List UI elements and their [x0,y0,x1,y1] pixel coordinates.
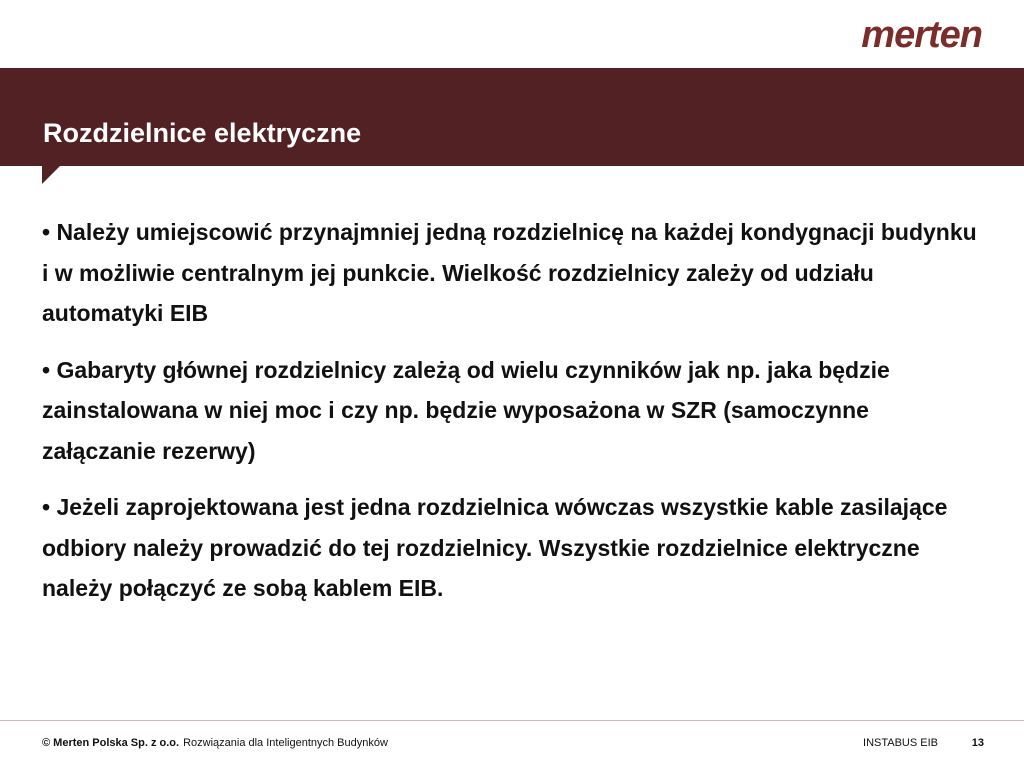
bullet-item: • Jeżeli zaprojektowana jest jedna rozdzielnica wówczas wszystkie kable zasilające odbiory należy prowadzić do tej rozdzielnicy. Wszystkie rozdzielnice elektryczne należy połączyć ze sobą kablem EIB. [42,494,948,601]
title-band-notch [42,166,60,184]
page-number: 13 [971,737,984,749]
bullet-item: • Należy umiejscowić przynajmniej jedną rozdzielnicę na każdej kondygnacji budynku i w możliwie centralnym jej punkcie. Wielkość rozdzielnicy zależy od udziału automatyki EIB [42,219,977,326]
slide-title: Rozdzielnice elektryczne [43,118,362,148]
title-band [0,68,1024,166]
footer-left [42,736,388,750]
merten-logo: merten [861,14,982,56]
footer-tagline: Rozwiązania dla Inteligentnych Budynków [183,737,388,749]
footer-company: © Merten Polska Sp. z o.o. [42,737,180,749]
slide-content [42,212,982,625]
footer-section-label: INSTABUS EIB [863,737,938,749]
bullet-item: • Gabaryty głównej rozdzielnicy zależą od wielu czynników jak np. jaka będzie zainstalowana w niej moc i czy np. będzie wyposażona w SZR (samoczynne załączanie rezerwy) [42,356,890,464]
footer-divider [0,720,1024,721]
